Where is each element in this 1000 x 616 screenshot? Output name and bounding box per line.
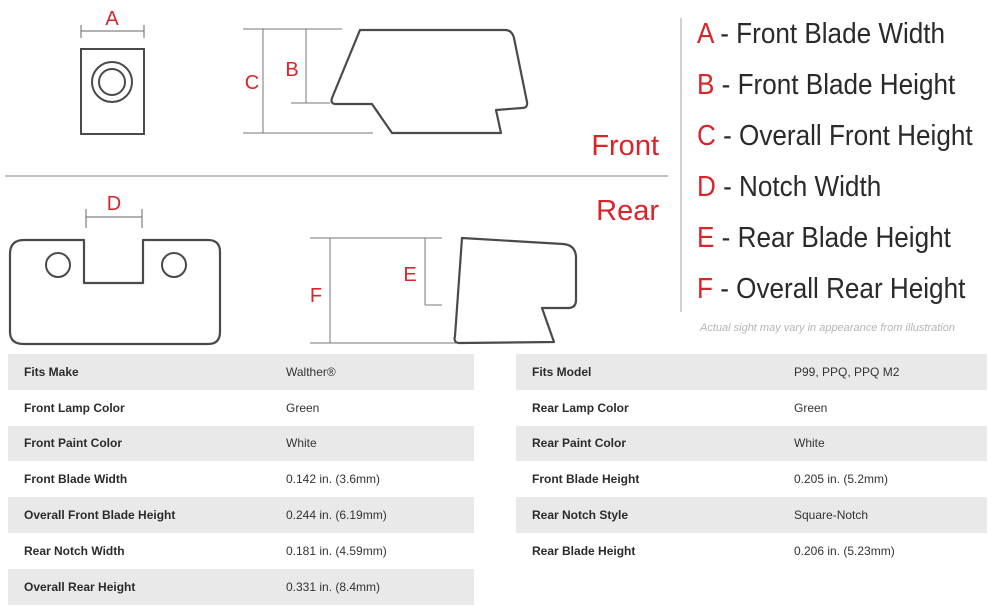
spec-label: Rear Blade Height bbox=[532, 543, 636, 558]
specs-table-right bbox=[516, 354, 987, 569]
legend-text: Overall Front Height bbox=[739, 120, 973, 152]
legend-text: Rear Blade Height bbox=[737, 222, 951, 254]
rear-section-label: Rear bbox=[596, 195, 659, 227]
legend-separator: - bbox=[712, 273, 737, 305]
table-row bbox=[8, 497, 474, 533]
table-row bbox=[8, 354, 474, 390]
legend-separator: - bbox=[714, 222, 738, 254]
legend-text: Front Blade Height bbox=[737, 69, 956, 101]
spec-label: Front Lamp Color bbox=[24, 400, 125, 415]
legend-letter: B bbox=[697, 69, 715, 101]
spec-label: Fits Model bbox=[532, 364, 592, 379]
legend-item bbox=[697, 116, 973, 167]
legend-separator: - bbox=[712, 18, 737, 50]
spec-value: 0.205 in. (5.2mm) bbox=[794, 472, 889, 487]
dimension-legend bbox=[697, 14, 997, 320]
dimension-label-f: F bbox=[309, 285, 323, 307]
dimension-label-d: D bbox=[106, 193, 122, 215]
spec-value: 0.142 in. (3.6mm) bbox=[286, 472, 381, 487]
dimension-label-c: C bbox=[244, 72, 260, 94]
rear-left-lamp bbox=[46, 253, 70, 277]
legend-item bbox=[697, 65, 967, 116]
spec-value: P99, PPQ, PPQ M2 bbox=[794, 364, 900, 379]
legend-item bbox=[697, 218, 967, 269]
spec-label: Rear Paint Color bbox=[532, 436, 627, 451]
specs-table-left bbox=[8, 354, 474, 605]
spec-label: Fits Make bbox=[24, 364, 79, 379]
legend-item bbox=[697, 167, 967, 218]
spec-label: Rear Notch Width bbox=[24, 543, 125, 558]
illustration-disclaimer: Actual sight may vary in appearance from illustration bbox=[700, 322, 955, 334]
rear-sight-side-profile bbox=[455, 238, 576, 343]
spec-label: Front Paint Color bbox=[24, 436, 122, 451]
table-row bbox=[516, 461, 987, 497]
rear-dimension-lines bbox=[310, 238, 462, 343]
spec-value: Walther® bbox=[286, 364, 336, 379]
front-sight-side-profile bbox=[332, 30, 528, 133]
table-row bbox=[516, 426, 987, 462]
legend-text: Front Blade Width bbox=[736, 18, 946, 50]
legend-letter: F bbox=[697, 273, 713, 305]
table-row bbox=[516, 354, 987, 390]
dimension-label-b: B bbox=[285, 59, 299, 81]
table-row bbox=[8, 461, 474, 497]
spec-label: Rear Notch Style bbox=[532, 508, 629, 523]
spec-label: Rear Lamp Color bbox=[532, 400, 629, 415]
spec-value: White bbox=[286, 436, 317, 451]
spec-value: 0.181 in. (4.59mm) bbox=[286, 543, 387, 558]
spec-label: Front Blade Height bbox=[532, 472, 640, 487]
rear-sight-end-view bbox=[10, 240, 220, 344]
legend-separator: - bbox=[715, 120, 740, 152]
legend-item bbox=[697, 14, 967, 65]
spec-value: 0.331 in. (8.4mm) bbox=[286, 579, 381, 594]
spec-label: Overall Front Blade Height bbox=[24, 508, 176, 523]
legend-letter: E bbox=[697, 222, 715, 254]
dimension-label-a: A bbox=[105, 8, 119, 30]
table-row bbox=[8, 390, 474, 426]
legend-letter: C bbox=[697, 120, 716, 152]
spec-value: Square-Notch bbox=[794, 508, 869, 523]
spec-value: 0.206 in. (5.23mm) bbox=[794, 543, 895, 558]
table-row bbox=[516, 390, 987, 426]
legend-separator: - bbox=[715, 171, 740, 203]
table-row bbox=[8, 533, 474, 569]
table-row bbox=[8, 569, 474, 605]
spec-value: Green bbox=[286, 400, 320, 415]
legend-text: Notch Width bbox=[739, 171, 882, 203]
dimension-label-e: E bbox=[403, 264, 417, 286]
front-sight-end-view bbox=[81, 49, 144, 134]
spec-value: White bbox=[794, 436, 825, 451]
table-row bbox=[516, 497, 987, 533]
spec-value: Green bbox=[794, 400, 828, 415]
legend-letter: D bbox=[697, 171, 716, 203]
legend-item bbox=[697, 269, 967, 320]
spec-label: Overall Rear Height bbox=[24, 579, 136, 594]
legend-text: Overall Rear Height bbox=[736, 273, 966, 305]
front-section-label: Front bbox=[591, 130, 659, 162]
spec-value: 0.244 in. (6.19mm) bbox=[286, 508, 387, 523]
table-row bbox=[516, 533, 987, 569]
legend-separator: - bbox=[714, 69, 738, 101]
table-row bbox=[8, 426, 474, 462]
spec-label: Front Blade Width bbox=[24, 472, 128, 487]
legend-letter: A bbox=[697, 18, 713, 50]
rear-right-lamp bbox=[162, 253, 186, 277]
